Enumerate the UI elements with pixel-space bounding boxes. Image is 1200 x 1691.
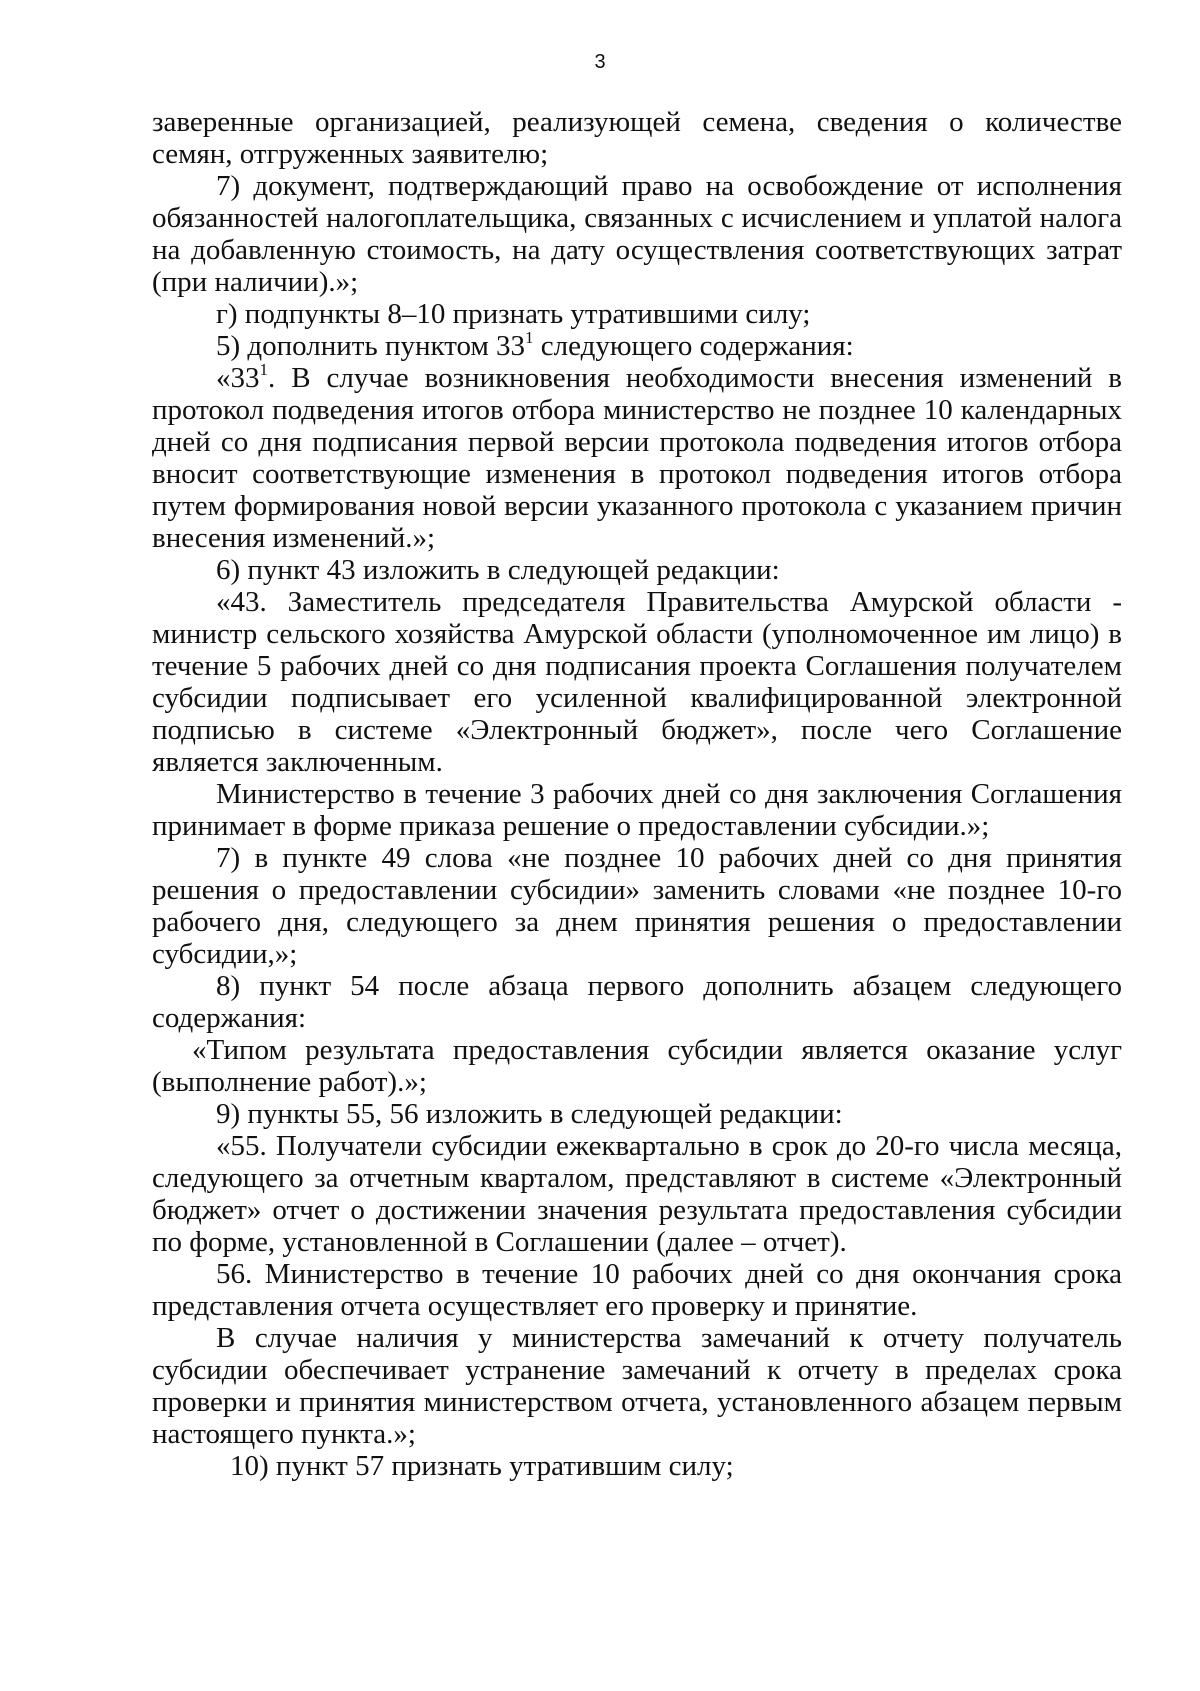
paragraph-item-5-text-before: 5) дополнить пунктом 33 — [216, 330, 526, 362]
paragraph-item-7-document: 7) документ, подтверждающий право на освобождение от исполнения обязанностей налогоплательщика, связанных с исчислением и уплатой налога на добавленную стоимость, на дату осуществления соответствующих затрат (при наличии).»; — [152, 170, 1122, 298]
paragraph-33-1-text-before: «33 — [216, 362, 260, 394]
paragraph-item-5-superscript: 1 — [525, 328, 534, 347]
paragraph-item-6: 6) пункт 43 изложить в следующей редакции: — [216, 554, 780, 586]
paragraph-item-9: 9) пункты 55, 56 изложить в следующей редакции: — [216, 1098, 843, 1130]
paragraph-55: «55. Получатели субсидии ежеквартально в срок до 20-го числа месяца, следующего за отчетным кварталом, представляют в системе «Электронный бюджет» отчет о достижении значения результата предоставления субсидии по форме, установленной в Соглашении (далее – отчет). — [152, 1130, 1122, 1258]
paragraph-continuation: заверенные организацией, реализующей семена, сведения о количестве семян, отгруженных заявителю; — [152, 106, 1122, 170]
document-body — [152, 106, 1122, 1482]
paragraph-56: 56. Министерство в течение 10 рабочих дней со дня окончания срока представления отчета осуществляет его проверку и принятие. — [152, 1258, 1122, 1322]
paragraph-33-1 — [152, 362, 1122, 554]
paragraph-43-second: Министерство в течение 3 рабочих дней со дня заключения Соглашения принимает в форме приказа решение о предоставлении субсидии.»; — [152, 778, 1122, 842]
paragraph-54-addition: «Типом результата предоставления субсидии является оказание услуг (выполнение работ).»; — [152, 1034, 1122, 1098]
paragraph-33-1-superscript: 1 — [259, 360, 268, 379]
paragraph-33-1-text-after: . В случае возникновения необходимости внесения изменений в протокол подведения итогов отбора министерство не позднее 10 календарных дней со дня подписания первой версии протокола подведения итогов отбора вносит соответствующие изменения в протокол подведения итогов отбора путем формирования новой версии указанного протокола с указанием причин внесения изменений.»; — [152, 362, 1122, 554]
page-number: 3 — [594, 51, 606, 73]
paragraph-item-5-text-after: следующего содержания: — [533, 330, 854, 362]
paragraph-item-g: г) подпункты 8–10 признать утратившими силу; — [216, 298, 811, 330]
paragraph-56-second: В случае наличия у министерства замечаний к отчету получатель субсидии обеспечивает устранение замечаний к отчету в пределах срока проверки и принятия министерством отчета, установленного абзацем первым настоящего пункта.»; — [152, 1322, 1122, 1450]
paragraph-item-7-49: 7) в пункте 49 слова «не позднее 10 рабочих дней со дня принятия решения о предоставлении субсидии» заменить словами «не позднее 10-го рабочего дня, следующего за днем принятия решения о предоставлении субсидии,»; — [152, 842, 1122, 970]
paragraph-item-5 — [152, 330, 1122, 362]
paragraph-item-8: 8) пункт 54 после абзаца первого дополнить абзацем следующего содержания: — [152, 970, 1122, 1034]
paragraph-item-10: 10) пункт 57 признать утратившим силу; — [230, 1450, 734, 1482]
paragraph-43: «43. Заместитель председателя Правительства Амурской области - министр сельского хозяйства Амурской области (уполномоченное им лицо) в течение 5 рабочих дней со дня подписания проекта Соглашения получателем субсидии подписывает его усиленной квалифицированной электронной подписью в системе «Электронный бюджет», после чего Соглашение является заключенным. — [152, 586, 1122, 778]
